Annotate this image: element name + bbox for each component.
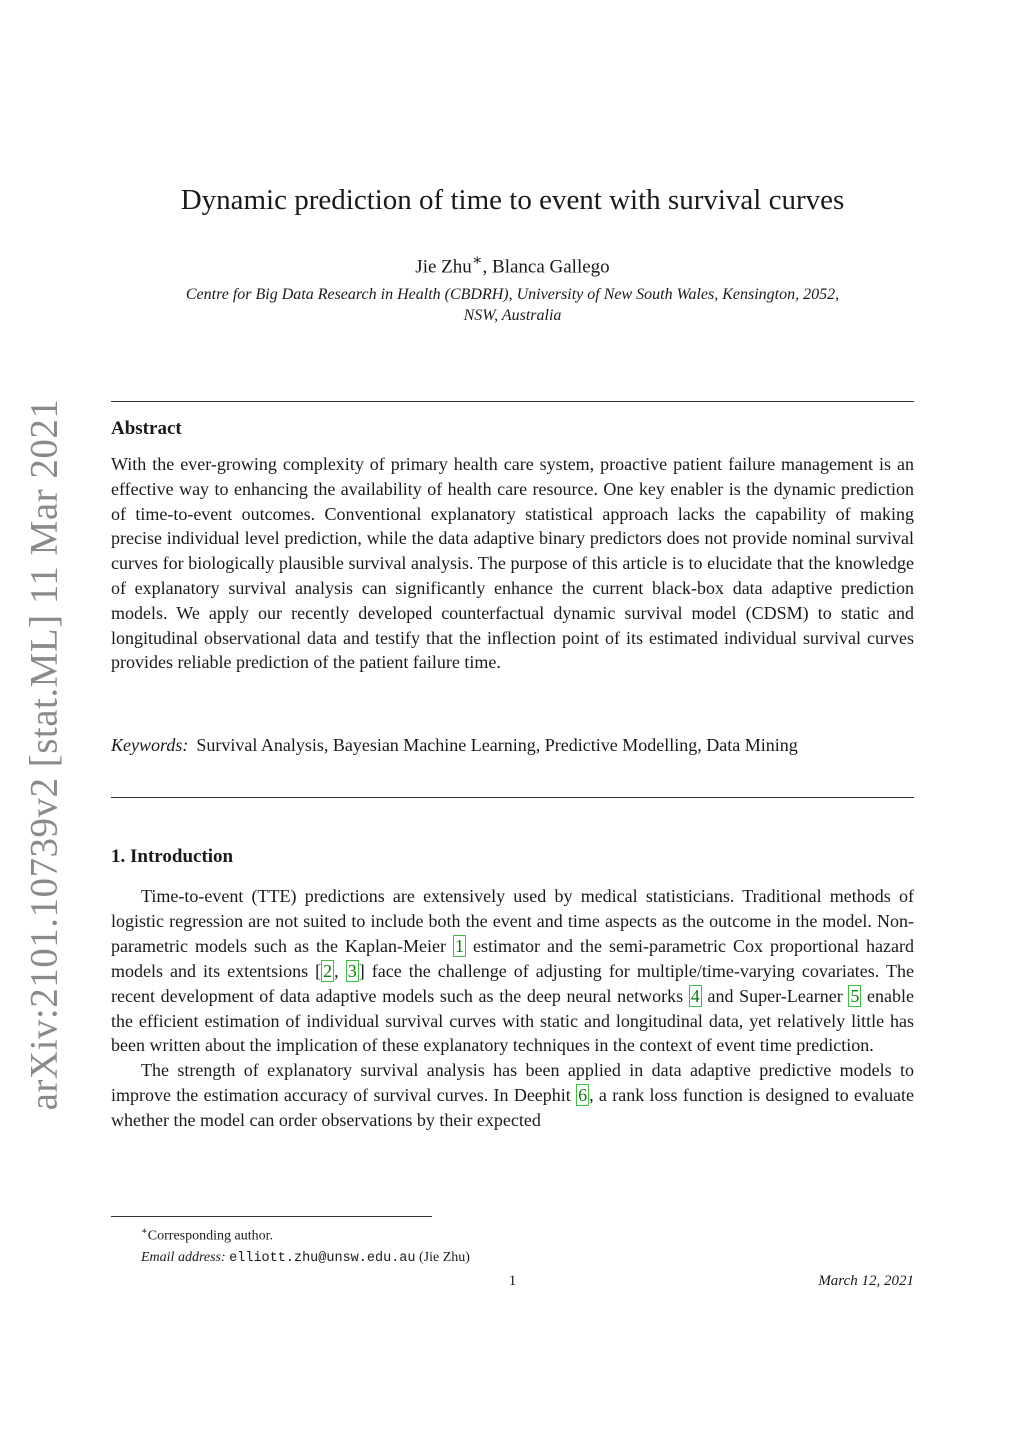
citation-link[interactable]: 5 (850, 985, 860, 1006)
citation-separator: , (334, 960, 346, 981)
keywords-text: Survival Analysis, Bayesian Machine Learning, Predictive Modelling, Data Mining (196, 735, 798, 755)
abstract-heading: Abstract (111, 418, 182, 439)
paragraph (111, 1058, 914, 1133)
citation-link[interactable]: 3 (347, 960, 357, 981)
arxiv-stamp (22, 398, 66, 1110)
citation-link[interactable]: 4 (690, 985, 700, 1006)
abstract-top-rule (111, 401, 914, 402)
introduction-body (111, 884, 914, 1133)
citation-link[interactable]: 2 (323, 960, 333, 981)
paragraph-text: Time-to-event (TTE) predictions are extensively used by medical statisticians. Traditional methods of logistic regression are not suited to include both the event and time aspects as the outcome in the model. Non-parametric models such as the Kaplan-Meier (111, 886, 914, 956)
author-name: Blanca Gallego (492, 256, 610, 278)
paragraph: Time-to-event (TTE) predictions are extensively used by medical statisticians. Traditional methods of logistic regression are not suited to include both the event and time aspects as the outcome in the model. Non-parametric models such as the Kaplan-Meier 1 estimator and the semi-parametric Cox proportional hazard models and its extentsions [ 2 , 3 ] face the challenge of adjusting for multiple/time-varying covariates. The recent development of data adaptive models such as the deep neural networks 4 and Super-Learner 5 enable the efficient estimation of individual survival curves with static and longitudinal data, yet relatively little has been written about the implication of these explanatory techniques in the context of event time prediction. (111, 886, 915, 1056)
paper-title: Dynamic prediction of time to event with survival curves (180, 184, 845, 216)
footnote-text: Corresponding author. (147, 1228, 274, 1244)
citation-link[interactable]: 6 (578, 1085, 588, 1106)
citation-link[interactable]: 1 (455, 935, 464, 956)
author-name: Jie Zhu (415, 256, 472, 278)
footnote-mark: ∗ (141, 1226, 148, 1237)
corresponding-mark: ∗ (471, 252, 483, 269)
keywords-label: Keywords: (111, 735, 189, 755)
paragraph-text: face the challenge of adjusting for multiple/time-varying covariates. The recent development of data adaptive models such as the deep neural networks (111, 960, 915, 1006)
email-owner: (Jie Zhu) (415, 1249, 470, 1265)
paragraph-text: and Super-Learner (701, 985, 849, 1006)
preprint-date: March 12, 2021 (818, 1273, 914, 1289)
email-label: Email address: (141, 1249, 226, 1265)
footnote-email (111, 1247, 914, 1269)
abstract-text: With the ever-growing complexity of primary health care system, proactive patient failure management is an effective way to enhancing the availability of health care resource. One key enabler is the dynamic prediction of time-to-event outcomes. Conventional explanatory statistical approach lacks the capability of making precise individual level prediction, while the data adaptive binary predictors does not provide nominal survival curves for biologically plausible survival analysis. The purpose of this article is to elucidate that the knowledge of explanatory survival analysis can significantly enhance the current black-box data adaptive prediction models. We apply our recently developed counterfactual dynamic survival model (CDSM) to static and longitudinal observational data and testify that the inflection point of its estimated individual survival curves provides reliable prediction of the patient failure time. (111, 454, 914, 673)
author-separator: , (482, 256, 493, 278)
paragraph-text: , a rank loss function is designed to evaluate whether the model can order observations by their expected (111, 1085, 915, 1131)
affiliation (111, 284, 914, 326)
keywords (111, 733, 914, 758)
paragraph-text: enable the efficient estimation of individual survival curves with static and longitudinal data, yet relatively little has been written about the implication of these explanatory techniques in the context of event time prediction. (111, 985, 915, 1056)
section-heading: 1. Introduction (111, 846, 234, 867)
footnotes (111, 1221, 914, 1269)
affiliation-line: NSW, Australia (463, 307, 562, 324)
affiliation-line: Centre for Big Data Research in Health (CBDRH), University of New South Wales, Kensington, 2052, (185, 286, 840, 303)
paragraph-text: estimator and the semi-parametric Cox proportional hazard models and its extentsions (111, 935, 914, 981)
footnote-corresponding (111, 1221, 914, 1247)
abstract-bottom-rule (111, 797, 914, 798)
footnote-rule (111, 1216, 432, 1217)
page-number: 1 (508, 1273, 517, 1289)
arxiv-id: arXiv:2101.10739v2 [stat.ML] 11 Mar 2021 (22, 398, 66, 1110)
email-address[interactable]: elliott.zhu@unsw.edu.au (229, 1250, 416, 1266)
paragraph-text: The strength of explanatory survival analysis has been applied in data adaptive predictive models to improve the estimation accuracy of survival curves. In Deephit (111, 1060, 914, 1106)
author-list (111, 250, 914, 278)
